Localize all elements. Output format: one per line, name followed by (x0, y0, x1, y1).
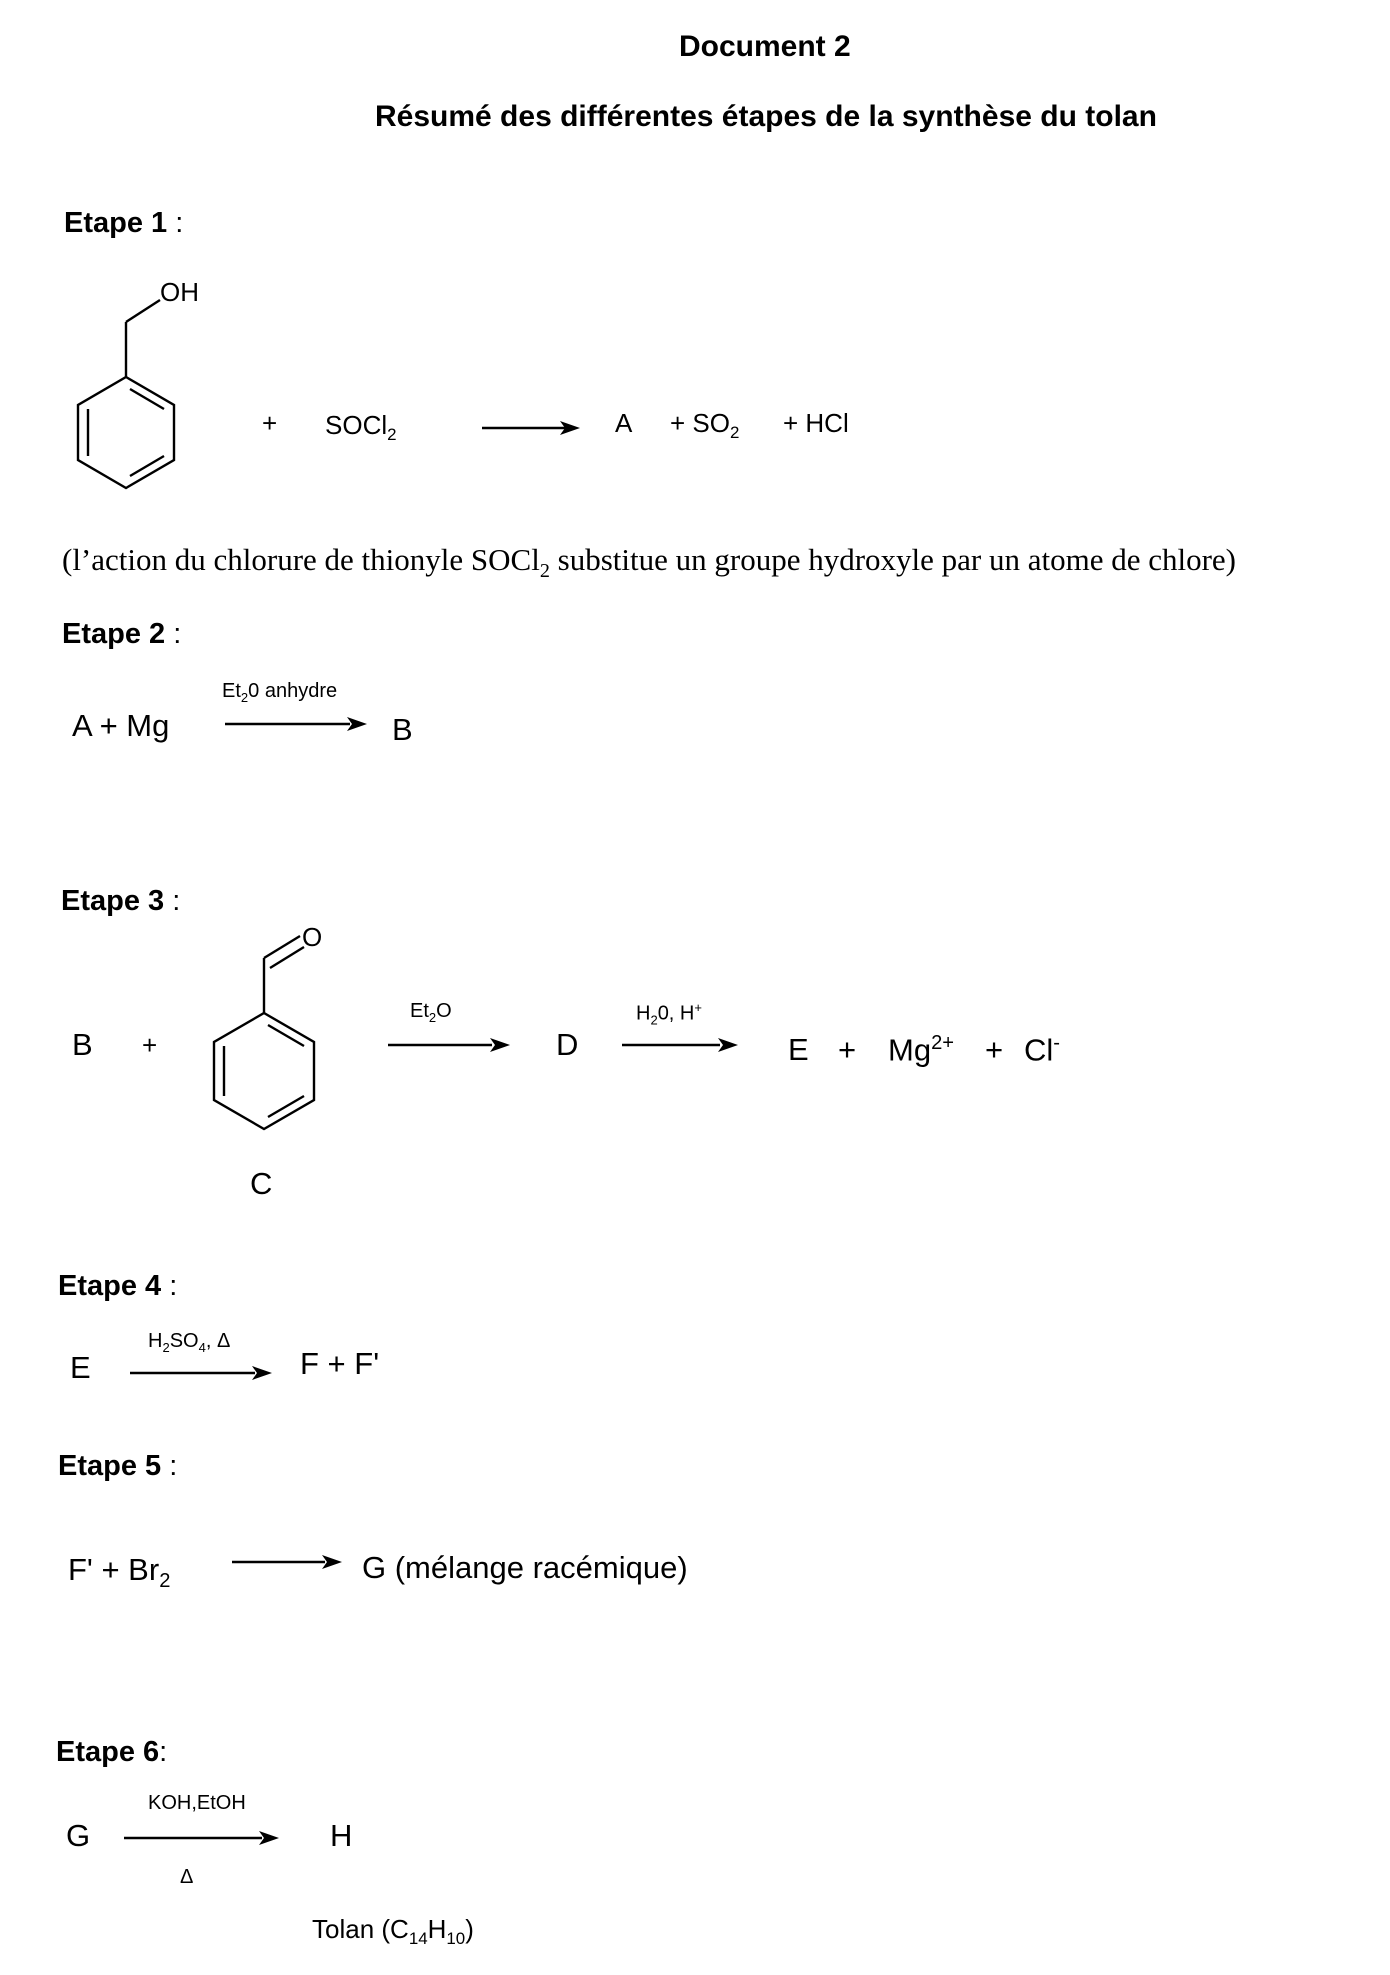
step5-label: Etape 5 : (58, 1450, 178, 1482)
product-b: B (392, 712, 413, 747)
step3-label: Etape 3 : (61, 885, 181, 917)
reactant-g: G (66, 1818, 91, 1853)
intermediate-d: D (556, 1027, 579, 1062)
product-e: E (788, 1032, 809, 1067)
reactant-e: E (70, 1350, 91, 1385)
step1-label: Etape 1 : (64, 207, 184, 239)
so2-formula: + $SO_2$ (670, 408, 740, 443)
thionyl-chloride-formula: SOCl$_2$ (325, 410, 397, 445)
carbonyl-oxygen: O (302, 922, 323, 952)
step3-condition1: $Et_2O$ (410, 1000, 452, 1025)
step6-condition-bottom: Δ (180, 1866, 194, 1888)
page-title: Résumé des différentes étapes de la synthèse du tolan (375, 100, 1157, 133)
step2-reactants: A + Mg (72, 708, 170, 743)
step3-condition2: $H_20$, H+ (636, 1000, 702, 1028)
step3-plus2: + (838, 1032, 857, 1067)
hydroxyl-label: OH (160, 277, 199, 307)
product-h: H (330, 1818, 353, 1853)
magnesium-ion: $Mg^{2+}$ (888, 1032, 955, 1068)
step3-plus3: + (985, 1032, 1004, 1067)
step2-condition: $Et_20$ anhydre (222, 680, 338, 705)
step4-condition: $H_2SO_4$, Δ (148, 1330, 231, 1355)
product-a: A (615, 408, 633, 438)
step5-reactants: $F' + Br_2$ (68, 1552, 171, 1593)
step1-plus: + (262, 408, 278, 438)
hcl-formula: + HCl (783, 408, 849, 438)
chloride-ion: Cl- (1024, 1032, 1060, 1068)
tolan-formula: Tolan $(C_{14}H_{10})$ (312, 1914, 474, 1949)
step6-label: Etape 6: (56, 1736, 168, 1768)
step1-note: (l’action du chlorure de thionyle SOCl$_2$ substitue un groupe hydroxyle par un atome de chlore) (62, 542, 1237, 583)
products-f: F + F' (300, 1346, 380, 1381)
step6-arrow (0, 0, 1, 1)
step2-label: Etape 2 : (62, 618, 182, 650)
step4-label: Etape 4 : (58, 1270, 178, 1302)
step3-plus: + (142, 1030, 158, 1060)
document-label: Document 2 (679, 30, 851, 63)
step6-condition-top: KOH,EtOH (148, 1792, 246, 1814)
product-g: G (mélange racémique) (362, 1550, 688, 1585)
compound-c-label: C (250, 1166, 273, 1201)
reactant-b: B (72, 1027, 93, 1062)
